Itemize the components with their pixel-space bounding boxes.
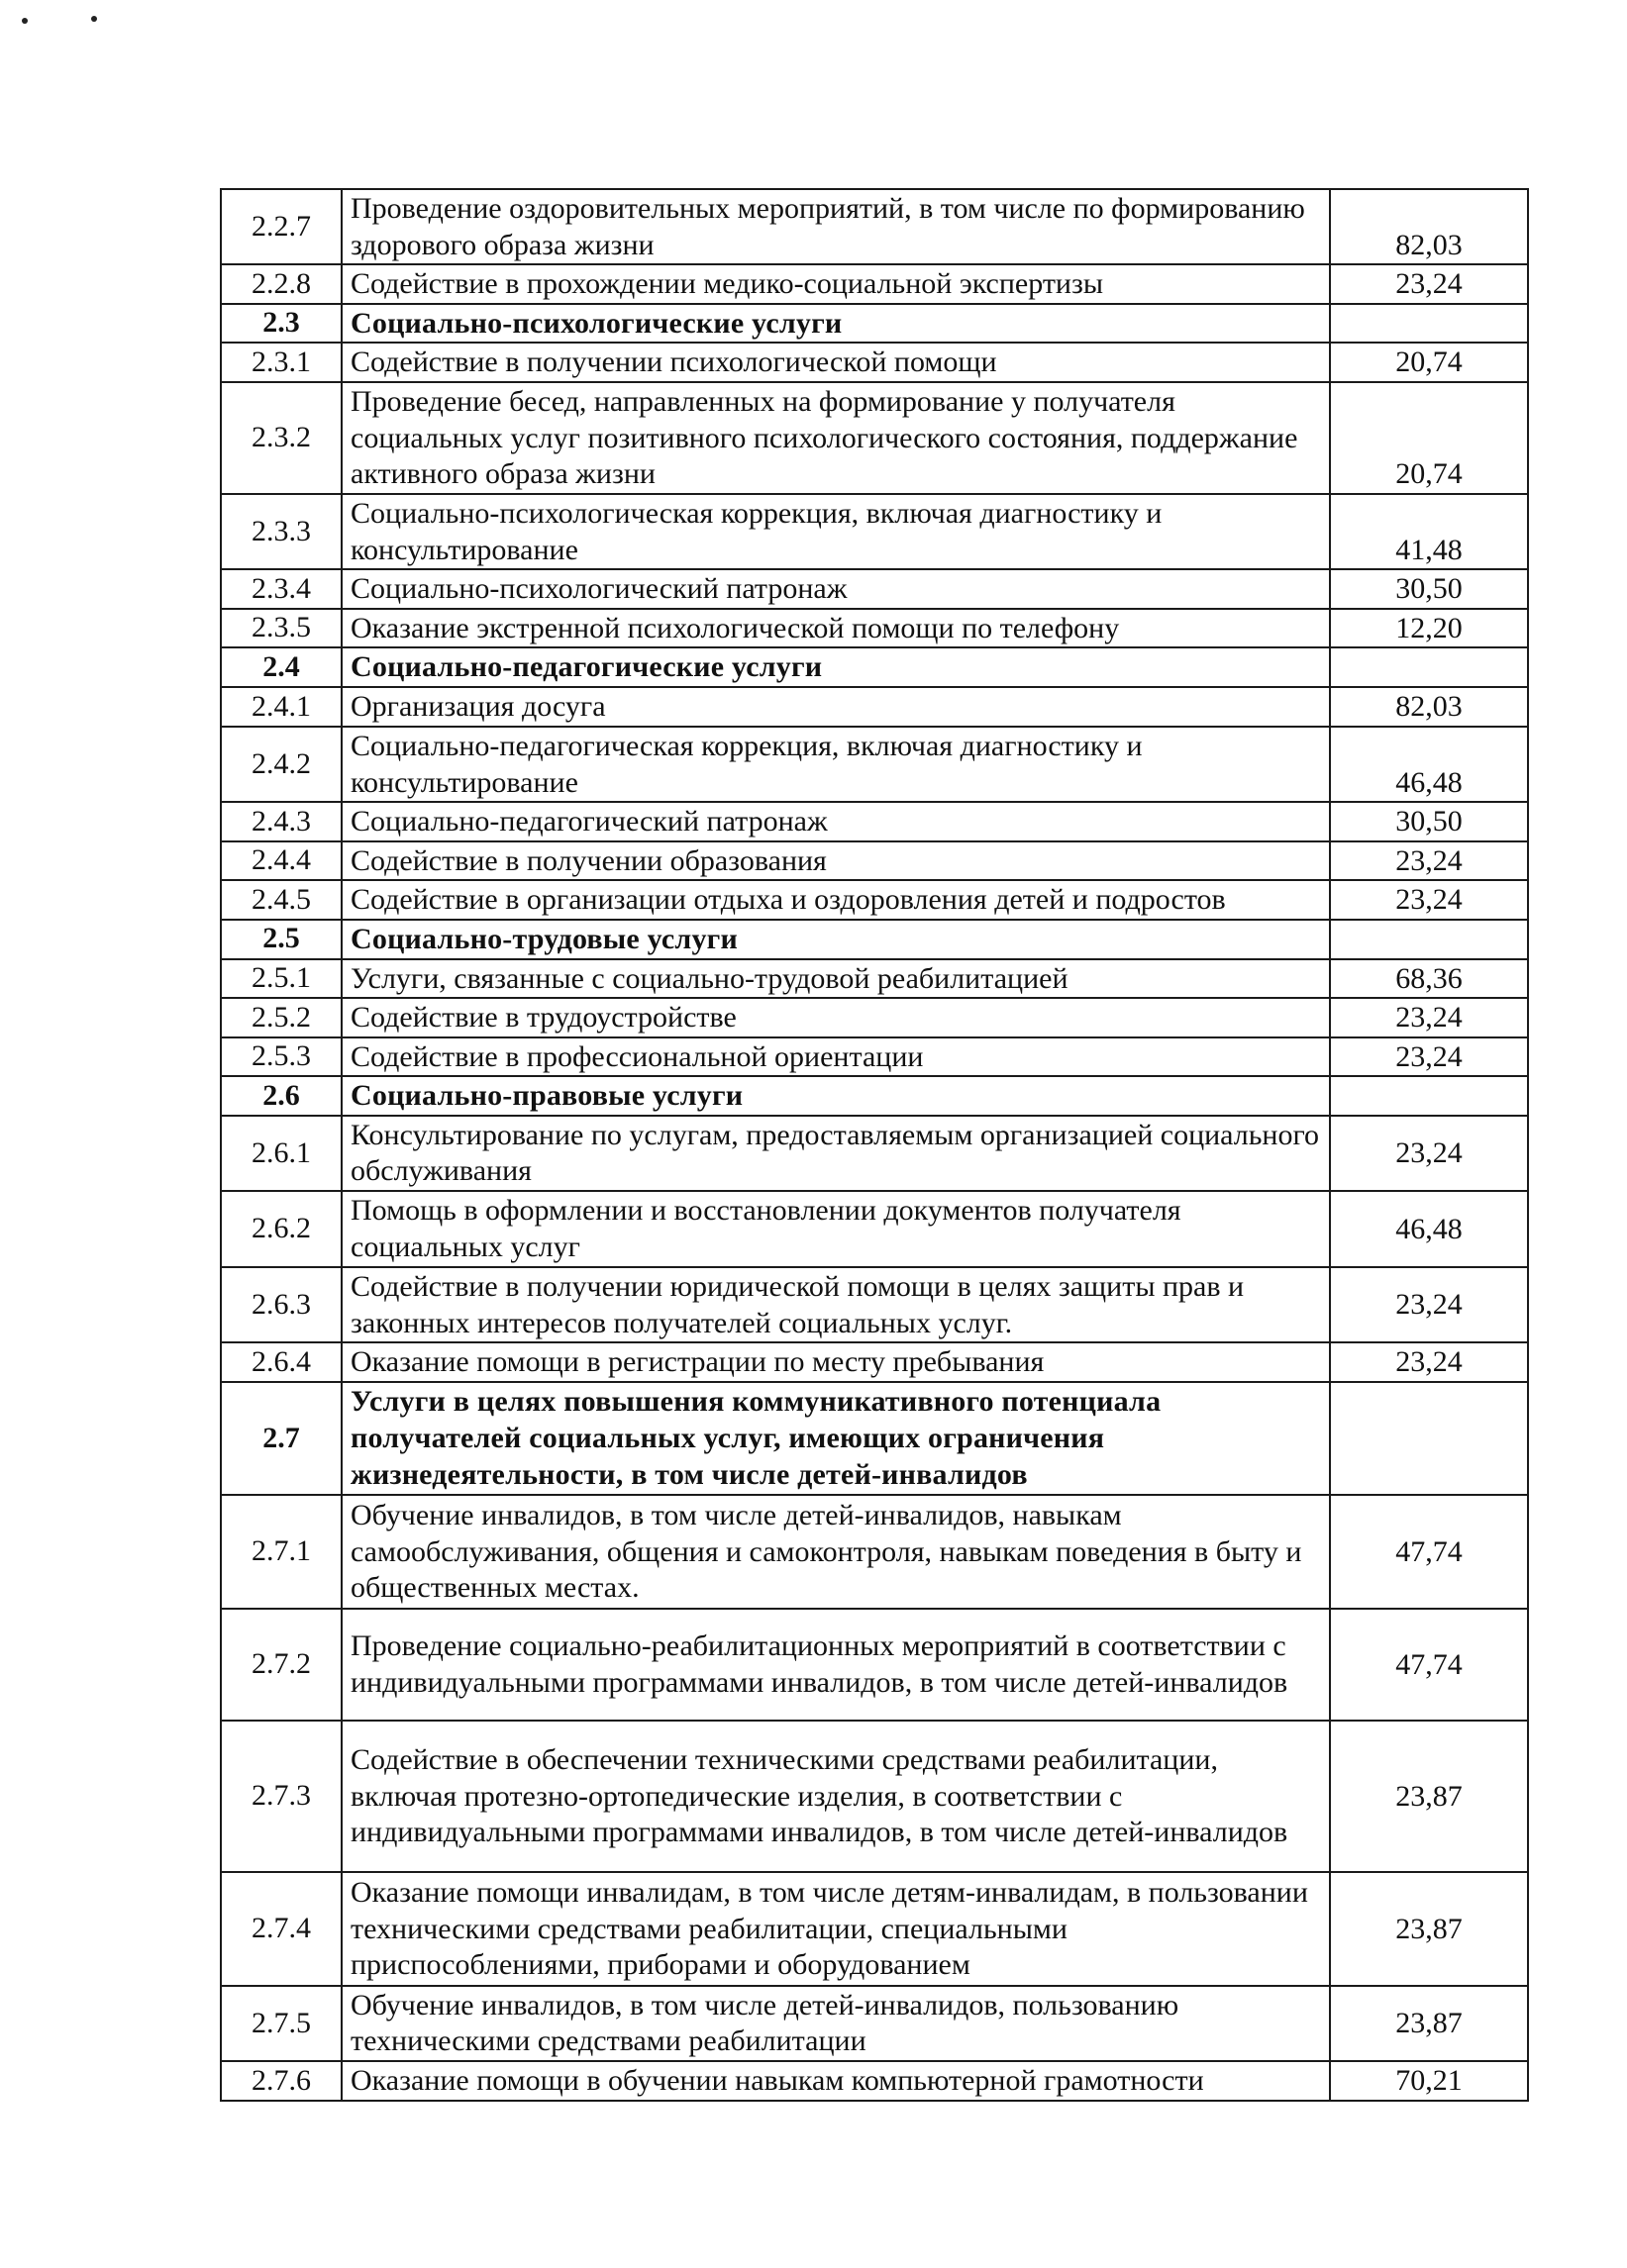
service-name: Организация досуга <box>342 687 1330 727</box>
service-price: 23,87 <box>1330 1872 1528 1986</box>
service-price: 68,36 <box>1330 959 1528 999</box>
service-price: 70,21 <box>1330 2061 1528 2101</box>
service-price: 12,20 <box>1330 609 1528 648</box>
service-name: Содействие в обеспечении техническими средствами реабилитации, включая протезно-ортопедические изделия, в соответствии с индивидуальными программами инвалидов, в том числе детей-инвалидов <box>342 1721 1330 1872</box>
table-row <box>221 382 1528 494</box>
service-name: Социально-педагогическая коррекция, включая диагностику и консультирование <box>342 727 1330 802</box>
scan-speck-right <box>91 16 97 22</box>
row-number: 2.7.6 <box>221 2061 342 2101</box>
row-number: 2.4.4 <box>221 841 342 881</box>
service-name: Оказание экстренной психологической помощи по телефону <box>342 609 1330 648</box>
service-name: Содействие в получении юридической помощи в целях защиты прав и законных интересов получателей социальных услуг. <box>342 1267 1330 1342</box>
service-name: Содействие в прохождении медико-социальной экспертизы <box>342 264 1330 304</box>
service-price: 82,03 <box>1330 687 1528 727</box>
service-name: Социально-педагогический патронаж <box>342 802 1330 841</box>
service-name: Оказание помощи в обучении навыкам компьютерной грамотности <box>342 2061 1330 2101</box>
service-name: Обучение инвалидов, в том числе детей-инвалидов, навыкам самообслуживания, общения и самоконтроля, навыкам поведения в быту и общественных местах. <box>342 1495 1330 1609</box>
row-number: 2.3.1 <box>221 343 342 382</box>
row-number: 2.7 <box>221 1382 342 1495</box>
row-number: 2.7.3 <box>221 1721 342 1872</box>
service-name: Проведение социально-реабилитационных мероприятий в соответствии с индивидуальными программами инвалидов, в том числе детей-инвалидов <box>342 1609 1330 1721</box>
service-price: 30,50 <box>1330 569 1528 609</box>
service-name: Оказание помощи инвалидам, в том числе детям-инвалидам, в пользовании техническими средствами реабилитации, специальными приспособлениями, приборами и оборудованием <box>342 1872 1330 1986</box>
service-name: Консультирование по услугам, предоставляемым организацией социального обслуживания <box>342 1116 1330 1191</box>
service-name: Содействие в организации отдыха и оздоровления детей и подростов <box>342 880 1330 920</box>
service-price: 23,24 <box>1330 1037 1528 1077</box>
service-price: 23,87 <box>1330 1721 1528 1872</box>
row-number: 2.6.4 <box>221 1342 342 1382</box>
table-row <box>221 189 1528 264</box>
row-number: 2.3.3 <box>221 494 342 569</box>
service-price <box>1330 647 1528 687</box>
row-number: 2.6.2 <box>221 1191 342 1267</box>
service-price: 30,50 <box>1330 802 1528 841</box>
table-row <box>221 841 1528 881</box>
row-number: 2.3.4 <box>221 569 342 609</box>
table-body <box>221 189 1528 2101</box>
table-row <box>221 1721 1528 1872</box>
service-price: 47,74 <box>1330 1495 1528 1609</box>
service-price: 23,24 <box>1330 1116 1528 1191</box>
row-number: 2.4 <box>221 647 342 687</box>
table-row <box>221 880 1528 920</box>
row-number: 2.7.1 <box>221 1495 342 1609</box>
service-name: Проведение оздоровительных мероприятий, в том числе по формированию здорового образа жизни <box>342 189 1330 264</box>
service-price <box>1330 920 1528 959</box>
service-name: Содействие в профессиональной ориентации <box>342 1037 1330 1077</box>
table-row <box>221 959 1528 999</box>
row-number: 2.4.2 <box>221 727 342 802</box>
service-name: Услуги, связанные с социально-трудовой реабилитацией <box>342 959 1330 999</box>
row-number: 2.4.5 <box>221 880 342 920</box>
table-row <box>221 343 1528 382</box>
section-title: Социально-правовые услуги <box>342 1076 1330 1116</box>
table-row <box>221 569 1528 609</box>
service-price <box>1330 1382 1528 1495</box>
service-price <box>1330 304 1528 344</box>
service-price: 41,48 <box>1330 494 1528 569</box>
service-price: 23,24 <box>1330 998 1528 1037</box>
table-row <box>221 494 1528 569</box>
table-row <box>221 687 1528 727</box>
service-name: Проведение бесед, направленных на формирование у получателя социальных услуг позитивного психологического состояния, поддержание активного образа жизни <box>342 382 1330 494</box>
service-price: 46,48 <box>1330 727 1528 802</box>
service-price <box>1330 1076 1528 1116</box>
scan-speck-left <box>22 18 28 24</box>
table-row <box>221 1037 1528 1077</box>
service-price: 47,74 <box>1330 1609 1528 1721</box>
table-row <box>221 1267 1528 1342</box>
service-price: 23,24 <box>1330 880 1528 920</box>
section-title: Социально-педагогические услуги <box>342 647 1330 687</box>
row-number: 2.6.3 <box>221 1267 342 1342</box>
row-number: 2.2.7 <box>221 189 342 264</box>
section-header-row <box>221 304 1528 344</box>
row-number: 2.2.8 <box>221 264 342 304</box>
row-number: 2.7.5 <box>221 1986 342 2061</box>
section-title: Услуги в целях повышения коммуникативного потенциала получателей социальных услуг, имеющих ограничения жизнедеятельности, в том числе детей-инвалидов <box>342 1382 1330 1495</box>
table-row <box>221 727 1528 802</box>
table-row <box>221 1116 1528 1191</box>
service-price: 23,24 <box>1330 264 1528 304</box>
row-number: 2.6 <box>221 1076 342 1116</box>
table-row <box>221 802 1528 841</box>
service-name: Содействие в получении образования <box>342 841 1330 881</box>
section-header-row <box>221 1076 1528 1116</box>
service-name: Помощь в оформлении и восстановлении документов получателя социальных услуг <box>342 1191 1330 1267</box>
table-row <box>221 1609 1528 1721</box>
service-price: 20,74 <box>1330 382 1528 494</box>
service-name: Содействие в трудоустройстве <box>342 998 1330 1037</box>
row-number: 2.6.1 <box>221 1116 342 1191</box>
section-header-row <box>221 920 1528 959</box>
service-price: 23,24 <box>1330 1267 1528 1342</box>
service-price: 23,24 <box>1330 1342 1528 1382</box>
service-name: Обучение инвалидов, в том числе детей-инвалидов, пользованию техническими средствами реабилитации <box>342 1986 1330 2061</box>
service-price: 46,48 <box>1330 1191 1528 1267</box>
service-price: 23,24 <box>1330 841 1528 881</box>
table-row <box>221 1495 1528 1609</box>
table-row <box>221 264 1528 304</box>
services-price-table <box>220 188 1529 2102</box>
row-number: 2.3.2 <box>221 382 342 494</box>
row-number: 2.5.2 <box>221 998 342 1037</box>
section-header-row <box>221 647 1528 687</box>
table-row <box>221 1872 1528 1986</box>
row-number: 2.4.1 <box>221 687 342 727</box>
service-name: Оказание помощи в регистрации по месту пребывания <box>342 1342 1330 1382</box>
service-price: 20,74 <box>1330 343 1528 382</box>
row-number: 2.5 <box>221 920 342 959</box>
service-price: 82,03 <box>1330 189 1528 264</box>
table-row <box>221 609 1528 648</box>
row-number: 2.3.5 <box>221 609 342 648</box>
row-number: 2.4.3 <box>221 802 342 841</box>
service-name: Социально-психологический патронаж <box>342 569 1330 609</box>
table-row <box>221 998 1528 1037</box>
service-price: 23,87 <box>1330 1986 1528 2061</box>
table-row <box>221 1986 1528 2061</box>
section-title: Социально-психологические услуги <box>342 304 1330 344</box>
section-title: Социально-трудовые услуги <box>342 920 1330 959</box>
table-row <box>221 2061 1528 2101</box>
row-number: 2.5.1 <box>221 959 342 999</box>
row-number: 2.7.2 <box>221 1609 342 1721</box>
row-number: 2.3 <box>221 304 342 344</box>
table-row <box>221 1191 1528 1267</box>
table-row <box>221 1342 1528 1382</box>
row-number: 2.5.3 <box>221 1037 342 1077</box>
section-header-row <box>221 1382 1528 1495</box>
service-name: Социально-психологическая коррекция, включая диагностику и консультирование <box>342 494 1330 569</box>
service-name: Содействие в получении психологической помощи <box>342 343 1330 382</box>
row-number: 2.7.4 <box>221 1872 342 1986</box>
